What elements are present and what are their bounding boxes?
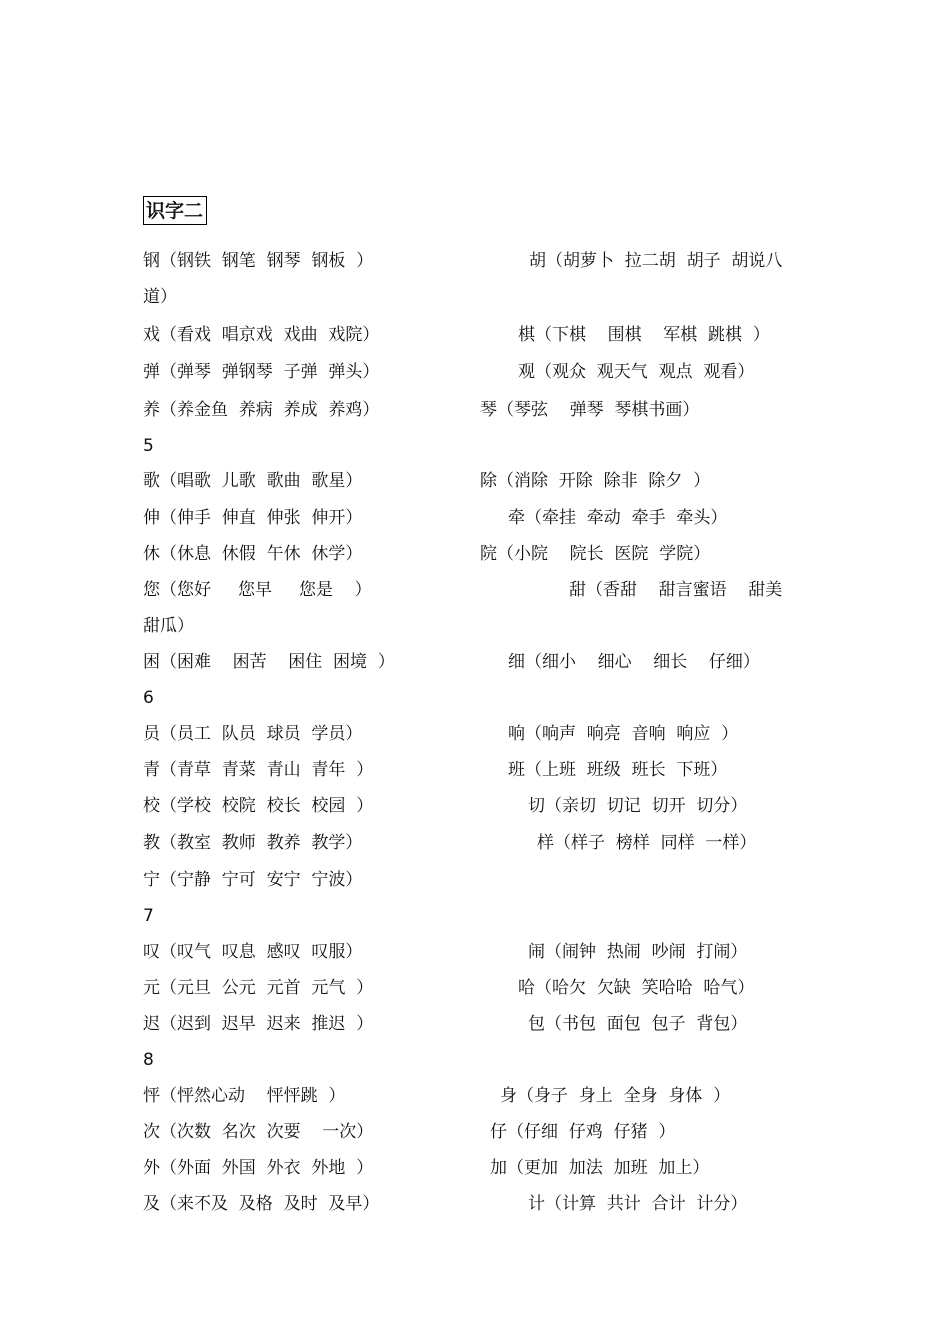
entry-right: 身（身子 身上 全身 身体 ） [500,1086,731,1106]
entry-right: 细（细小 细心 细长 仔细） [508,652,760,672]
entry-right: 计（计算 共计 合计 计分） [528,1194,748,1214]
entry-left: 伸（伸手 伸直 伸张 伸开） [143,508,363,528]
entry-right: 棋（下棋 围棋 军棋 跳棋 ） [518,325,770,345]
entry-right: 甜（香甜 甜言蜜语 甜美 [569,580,783,600]
entry-right: 闹（闹钟 热闹 吵闹 打闹） [528,942,748,962]
entry-left: 甜瓜） [143,616,194,636]
entry-right: 样（样子 榜样 同样 一样） [537,833,757,853]
entry-right: 加（更加 加法 加班 加上） [490,1158,710,1178]
entry-right: 切（亲切 切记 切开 切分） [528,796,748,816]
entry-right: 观（观众 观天气 观点 观看） [518,362,755,382]
entry-left: 养（养金鱼 养病 养成 养鸡） [143,400,380,420]
entry-left: 及（来不及 及格 及时 及早） [143,1194,380,1214]
entry-left: 道） [143,287,177,307]
entry-left: 歌（唱歌 儿歌 歌曲 歌星） [143,471,363,491]
entry-left: 钢（钢铁 钢笔 钢琴 钢板 ） [143,251,374,271]
entry-left: 次（次数 名次 次要 一次） [143,1122,374,1142]
entry-left: 青（青草 青菜 青山 青年 ） [143,760,374,780]
section-number: 7 [143,906,154,926]
entry-right: 班（上班 班级 班长 下班） [508,760,728,780]
entry-left: 您（您好 您早 您是 ） [143,580,372,600]
section-number: 6 [143,688,154,708]
entry-left: 迟（迟到 迟早 迟来 推迟 ） [143,1014,374,1034]
entry-left: 宁（宁静 宁可 安宁 宁波） [143,870,363,890]
entry-right: 除（消除 开除 除非 除夕 ） [480,471,711,491]
entry-left: 休（休息 休假 午休 休学） [143,544,363,564]
entry-left: 戏（看戏 唱京戏 戏曲 戏院） [143,325,380,345]
entry-left: 教（教室 教师 教养 教学） [143,833,363,853]
entry-left: 员（员工 队员 球员 学员） [143,724,363,744]
entry-right: 院（小院 院长 医院 学院） [480,544,711,564]
entry-left: 叹（叹气 叹息 感叹 叹服） [143,942,363,962]
entry-left: 怦（怦然心动 怦怦跳 ） [143,1086,346,1106]
entry-right: 琴（琴弦 弹琴 琴棋书画） [480,400,700,420]
section-number: 8 [143,1050,154,1070]
entry-left: 困（困难 困苦 困住 困境 ） [143,652,395,672]
entry-right: 牵（牵挂 牵动 牵手 牵头） [508,508,728,528]
entry-left: 校（学校 校院 校长 校园 ） [143,796,374,816]
entry-right: 胡（胡萝卜 拉二胡 胡子 胡说八 [529,251,783,271]
section-number: 5 [143,436,154,456]
entry-right: 响（响声 响亮 音响 响应 ） [508,724,739,744]
entry-left: 弹（弹琴 弹钢琴 子弹 弹头） [143,362,380,382]
entry-right: 包（书包 面包 包子 背包） [528,1014,748,1034]
entry-left: 元（元旦 公元 元首 元气 ） [143,978,374,998]
page-title: 识字二 [143,196,207,225]
entry-left: 外（外面 外国 外衣 外地 ） [143,1158,374,1178]
entry-right: 哈（哈欠 欠缺 笑哈哈 哈气） [518,978,755,998]
entry-right: 仔（仔细 仔鸡 仔猪 ） [490,1122,676,1142]
